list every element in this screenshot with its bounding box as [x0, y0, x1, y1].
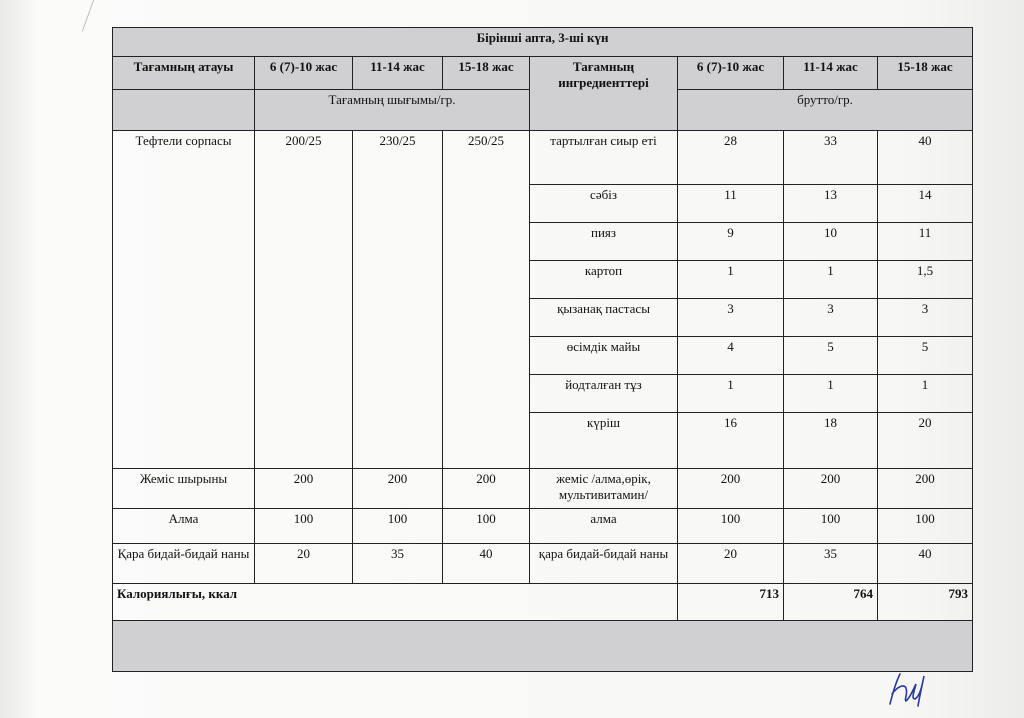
- ingredient-value: 10: [784, 223, 878, 261]
- ingredient-value: 13: [784, 185, 878, 223]
- ingredient-value: 1,5: [878, 261, 973, 299]
- page-title: Бірінші апта, 3-ші күн: [113, 28, 973, 57]
- ingredient-name: күріш: [530, 413, 678, 469]
- ingredient-value: 100: [678, 509, 784, 544]
- ingredient-value: 4: [678, 337, 784, 375]
- calories-value: 764: [784, 584, 878, 621]
- ingredient-name: өсімдік майы: [530, 337, 678, 375]
- ingredient-value: 33: [784, 131, 878, 185]
- ingredient-value: 1: [678, 261, 784, 299]
- ingredient-value: 100: [878, 509, 973, 544]
- ingredient-value: 5: [878, 337, 973, 375]
- ingredient-name: алма: [530, 509, 678, 544]
- ingredient-value: 35: [784, 544, 878, 584]
- header-dish-name: Тағамның атауы: [113, 57, 255, 90]
- dish-output: 35: [353, 544, 443, 584]
- footer-bar: [113, 621, 973, 672]
- dish-name: Тефтели сорпасы: [113, 131, 255, 469]
- header-age1-b: 6 (7)-10 жас: [678, 57, 784, 90]
- ingredient-value: 1: [784, 375, 878, 413]
- ingredient-value: 1: [678, 375, 784, 413]
- header-output: Тағамның шығымы/гр.: [255, 90, 530, 131]
- header-age2: 11-14 жас: [353, 57, 443, 90]
- ingredient-value: 18: [784, 413, 878, 469]
- ingredient-value: 1: [784, 261, 878, 299]
- ingredient-value: 16: [678, 413, 784, 469]
- ingredient-value: 40: [878, 131, 973, 185]
- ingredient-value: 20: [878, 413, 973, 469]
- ingredient-name: қызанақ пастасы: [530, 299, 678, 337]
- ingredient-value: 3: [878, 299, 973, 337]
- header-age3-b: 15-18 жас: [878, 57, 973, 90]
- ingredient-name: йодталған тұз: [530, 375, 678, 413]
- calories-label: Калориялығы, ккал: [113, 584, 678, 621]
- ingredient-name: тартылған сиыр еті: [530, 131, 678, 185]
- ingredient-name: сәбіз: [530, 185, 678, 223]
- dish-name: Алма: [113, 509, 255, 544]
- dish-output: 200: [255, 469, 353, 509]
- ingredient-name: пияз: [530, 223, 678, 261]
- dish-output: 200: [443, 469, 530, 509]
- ingredient-value: 3: [784, 299, 878, 337]
- ingredient-value: 9: [678, 223, 784, 261]
- dish-output: 250/25: [443, 131, 530, 469]
- dish-output: 230/25: [353, 131, 443, 469]
- handwritten-signature: [880, 668, 950, 708]
- dish-output: 100: [353, 509, 443, 544]
- ingredient-value: 200: [878, 469, 973, 509]
- calories-value: 713: [678, 584, 784, 621]
- calories-value: 793: [878, 584, 973, 621]
- ingredient-value: 1: [878, 375, 973, 413]
- ingredient-name: қара бидай-бидай наны: [530, 544, 678, 584]
- dish-output: 40: [443, 544, 530, 584]
- dish-name: Қара бидай-бидай наны: [113, 544, 255, 584]
- ingredient-value: 11: [678, 185, 784, 223]
- dish-output: 20: [255, 544, 353, 584]
- dish-name: Жеміс шырыны: [113, 469, 255, 509]
- ingredient-value: 100: [784, 509, 878, 544]
- ingredient-value: 3: [678, 299, 784, 337]
- header-brutto: брутто/гр.: [678, 90, 973, 131]
- dish-output: 200/25: [255, 131, 353, 469]
- ingredient-value: 14: [878, 185, 973, 223]
- dish-output: 200: [353, 469, 443, 509]
- ingredient-value: 200: [784, 469, 878, 509]
- ingredient-value: 200: [678, 469, 784, 509]
- ingredient-value: 5: [784, 337, 878, 375]
- header-age1: 6 (7)-10 жас: [255, 57, 353, 90]
- dish-output: 100: [255, 509, 353, 544]
- header-age2-b: 11-14 жас: [784, 57, 878, 90]
- dish-output: 100: [443, 509, 530, 544]
- ingredient-value: 40: [878, 544, 973, 584]
- header-blank: [113, 90, 255, 131]
- header-ingredients: Тағамның ингредиенттері: [530, 57, 678, 131]
- ingredient-value: 20: [678, 544, 784, 584]
- ingredient-value: 11: [878, 223, 973, 261]
- menu-table: [112, 27, 973, 672]
- header-age3: 15-18 жас: [443, 57, 530, 90]
- ingredient-name: картоп: [530, 261, 678, 299]
- ingredient-name: жеміс /алма,өрік, мультивитамин/: [530, 469, 678, 509]
- ingredient-value: 28: [678, 131, 784, 185]
